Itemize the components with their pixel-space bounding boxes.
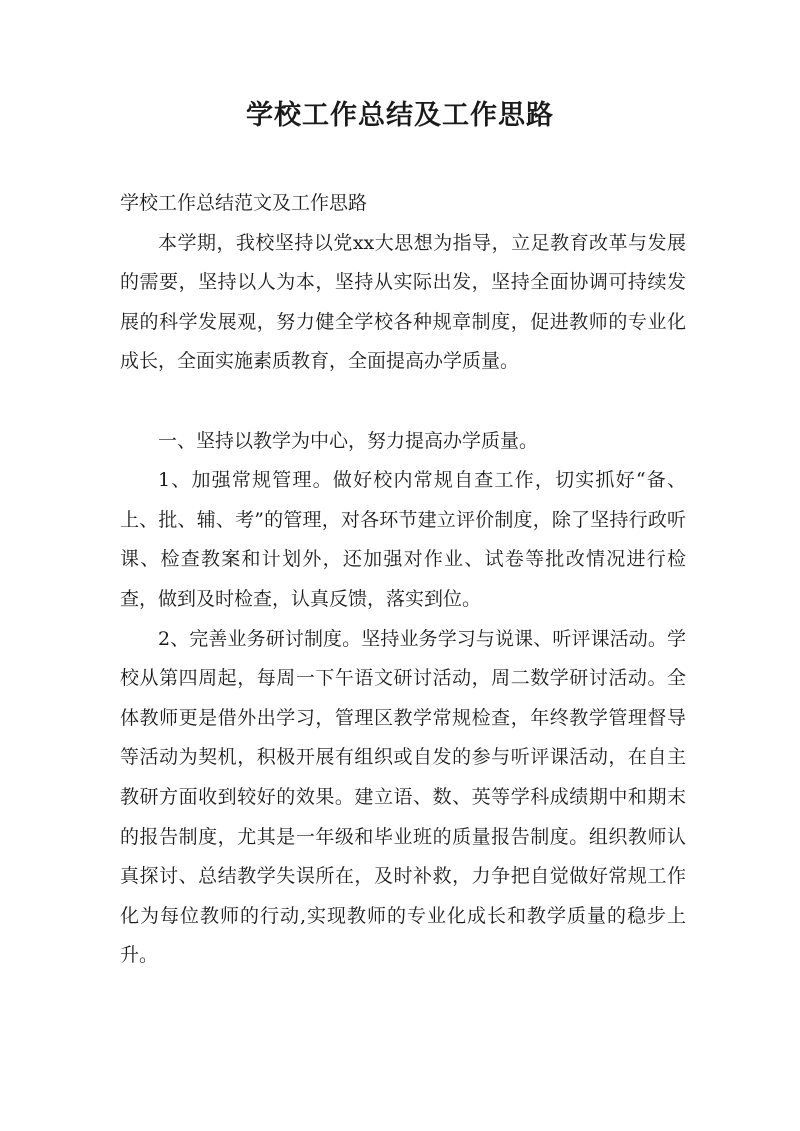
document-title: 学校工作总结及工作思路 (246, 100, 554, 131)
intro-paragraph: 本学期，我校坚持以党xx大思想为指导，立足教育改革与发展的需要，坚持以人为本，坚持从实际出发，坚持全面协调可持续发展的科学发展观，努力健全学校各种规章制度，促进教师的专业化成长，全面实施素质教育，全面提高办学质量。 (120, 231, 686, 373)
item-paragraph-1: 1、加强常规管理。做好校内常规自查工作，切实抓好“备、上、批、辅、考”的管理，对各环节建立评价制度，除了坚持行政听课、检查教案和计划外，还加强对作业、试卷等批改情况进行检查，做到及时检查，认真反馈，落实到位。 (120, 469, 686, 610)
document-subtitle: 学校工作总结范文及工作思路 (120, 192, 368, 214)
item-paragraph-2: 2、完善业务研讨制度。坚持业务学习与说课、听评课活动。学校从第四周起，每周一下午语文研讨活动，周二数学研讨活动。全体教师更是借外出学习，管理区教学常规检查，年终教学管理督导等活动为契机，积极开展有组织或自发的参与听评课活动，在自主教研方面收到较好的效果。建立语、数、英等学科成绩期中和期末的报告制度，尤其是一年级和毕业班的质量报告制度。组织教师认真探讨、总结教学失误所在，及时补救，力争把自觉做好常规工作化为每位教师的行动,实现教师的专业化成长和教学质量的稳步上升。 (120, 627, 686, 967)
document-body (120, 184, 686, 976)
section-heading: 一、坚持以教学为中心，努力提高办学质量。 (158, 429, 539, 452)
paragraph-gap (120, 382, 686, 422)
